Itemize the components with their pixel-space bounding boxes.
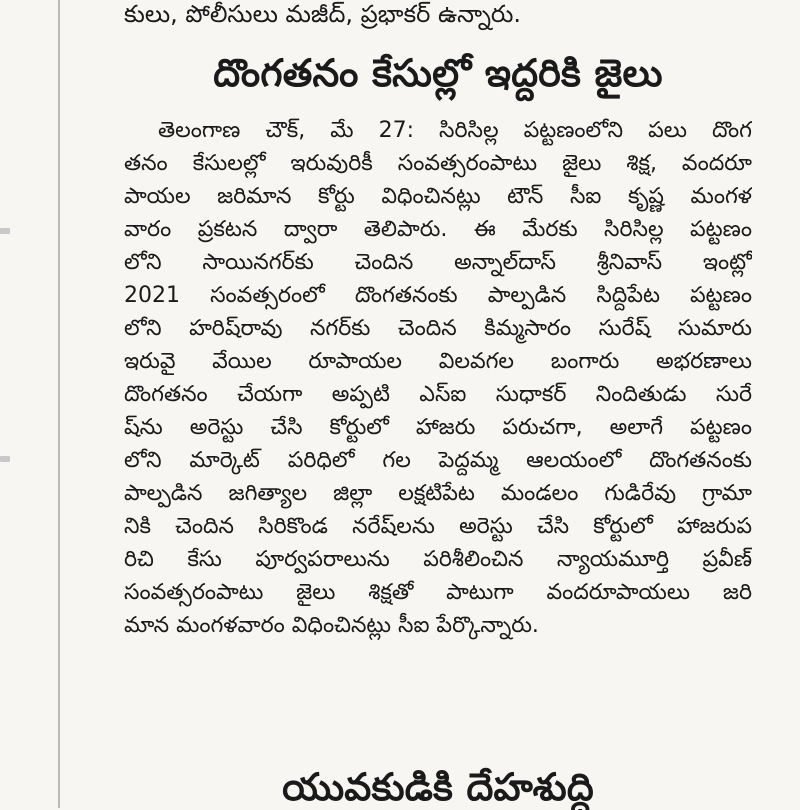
column-divider xyxy=(58,0,60,808)
article-line: నికి చెందిన సిరికొండ నరేష్‌లను అరెస్టు చేసి కోర్టులో హాజరుప xyxy=(124,514,752,539)
article-line: లోని మార్కెట్ పరిధిలో గల పెద్దమ్మ ఆలయంలో దొంగతనంకు xyxy=(124,448,752,473)
article-line: లోని సాయినగర్‌కు చెందిన అన్నాల్‌దాస్ శ్రీనివాస్ ఇంట్లో xyxy=(124,250,752,275)
article-headline: దొంగతనం కేసుల్లో ఇద్దరికి జైలు xyxy=(213,51,663,95)
article-line: వారం ప్రకటన ద్వారా తెలిపారు. ఈ మేరకు సిరిసిల్ల పట్టణం xyxy=(124,217,752,242)
article-line: ష్‌ను అరెస్టు చేసి కోర్టులో హాజరు పరుచగా, అలాగే పట్టణం xyxy=(124,415,752,440)
article-line: తనం కేసులల్లో ఇరువురికీ సంవత్సరంపాటు జైలు శిక్ష, వందరూ xyxy=(124,151,752,176)
article-line: రిచి కేసు పూర్వపరాలును పరిశీలించిన న్యాయమూర్తి ప్రవీణ్ xyxy=(124,547,752,572)
article-line: దొంగతనం చేయగా అప్పటి ఎస్ఐ సుధాకర్ నిందితుడు సురే xyxy=(124,382,752,407)
article-line: తెలంగాణ చౌక్, మే 27: సిరిసిల్ల పట్టణంలోని పలు దొంగ xyxy=(158,118,752,143)
article-line: లోని హరిష్‌రావు నగర్‌కు చెందిన కిమ్మసారం సురేష్ సుమారు xyxy=(124,316,752,341)
adjacent-column-fragment xyxy=(0,228,10,234)
news-column xyxy=(118,0,758,808)
article-line: పాయల జరిమాన కోర్టు విధించినట్లు టౌన్ సీఐ కృష్ణ మంగళ xyxy=(124,184,752,209)
previous-article-closing-line: కులు, పోలీసులు మజీద్, ప్రభాకర్ ఉన్నారు. xyxy=(124,0,522,28)
article-body xyxy=(124,114,752,642)
article-line: పాల్పడిన జగిత్యాల జిల్లా లక్షటిపేట మండలం గుడిరేవు గ్రామా xyxy=(124,481,752,506)
article-line: ఇరువై వేయిల రూపాయల విలవగల బంగారు అభరణాలు xyxy=(124,349,752,374)
article-line: సంవత్సరంపాటు జైలు శిక్షతో పాటుగా వందరూపాయలు జరి xyxy=(124,580,752,605)
article-line: 2021 సంవత్సరంలో దొంగతనంకు పాల్పడిన సిద్దిపేట పట్టణం xyxy=(124,283,752,308)
article-line: మాన మంగళవారం విధించినట్లు సీఐ పేర్కొన్నారు. xyxy=(124,613,539,638)
adjacent-column-fragment xyxy=(0,456,10,462)
next-article-headline: యువకుడికి దేహశుద్ధి xyxy=(282,765,594,809)
